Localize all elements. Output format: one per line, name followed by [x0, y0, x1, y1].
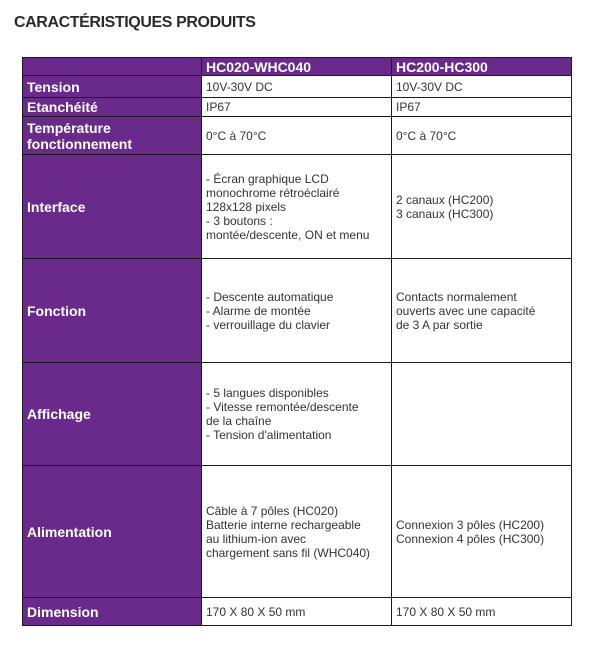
row-value-col2: Contacts normalement ouverts avec une capacité de 3 A par sortie	[392, 259, 572, 363]
row-label: Fonction	[23, 259, 202, 363]
row-label: Tension	[23, 76, 202, 98]
header-hc020-whc040: HC020-WHC040	[202, 58, 392, 76]
table-header-row	[23, 58, 572, 76]
header-hc200-hc300: HC200-HC300	[392, 58, 572, 76]
row-value-col1: 0°C à 70°C	[202, 117, 392, 155]
table-row	[23, 466, 572, 598]
table-row	[23, 155, 572, 259]
table-row	[23, 117, 572, 155]
table-row	[23, 98, 572, 117]
row-value-col1: - 5 langues disponibles - Vitesse remontée/descente de la chaîne - Tension d'alimentation	[202, 363, 392, 466]
row-value-col2: 0°C à 70°C	[392, 117, 572, 155]
row-value-col2: Connexion 3 pôles (HC200) Connexion 4 pôles (HC300)	[392, 466, 572, 598]
specs-table	[22, 57, 572, 626]
row-value-col2	[392, 363, 572, 466]
row-label: Dimension	[23, 598, 202, 626]
table-row	[23, 76, 572, 98]
row-value-col1: - Écran graphique LCD monochrome rétroéclairé 128x128 pixels - 3 boutons : montée/descente, ON et menu	[202, 155, 392, 259]
row-value-col2: IP67	[392, 98, 572, 117]
row-value-col1: Câble à 7 pôles (HC020) Batterie interne rechargeable au lithium-ion avec chargement sans fil (WHC040)	[202, 466, 392, 598]
row-value-col2: 2 canaux (HC200) 3 canaux (HC300)	[392, 155, 572, 259]
row-value-col1: - Descente automatique - Alarme de montée - verrouillage du clavier	[202, 259, 392, 363]
table-row	[23, 363, 572, 466]
row-value-col2: 10V-30V DC	[392, 76, 572, 98]
row-value-col2: 170 X 80 X 50 mm	[392, 598, 572, 626]
row-value-col1: IP67	[202, 98, 392, 117]
row-label: Température fonctionnement	[23, 117, 202, 155]
row-value-col1: 10V-30V DC	[202, 76, 392, 98]
page-title: CARACTÉRISTIQUES PRODUITS	[14, 14, 256, 31]
table-row	[23, 598, 572, 626]
row-value-col1: 170 X 80 X 50 mm	[202, 598, 392, 626]
row-label: Interface	[23, 155, 202, 259]
row-label: Etanchéité	[23, 98, 202, 117]
row-label: Alimentation	[23, 466, 202, 598]
row-label: Affichage	[23, 363, 202, 466]
table-row	[23, 259, 572, 363]
header-empty-cell	[23, 58, 202, 76]
